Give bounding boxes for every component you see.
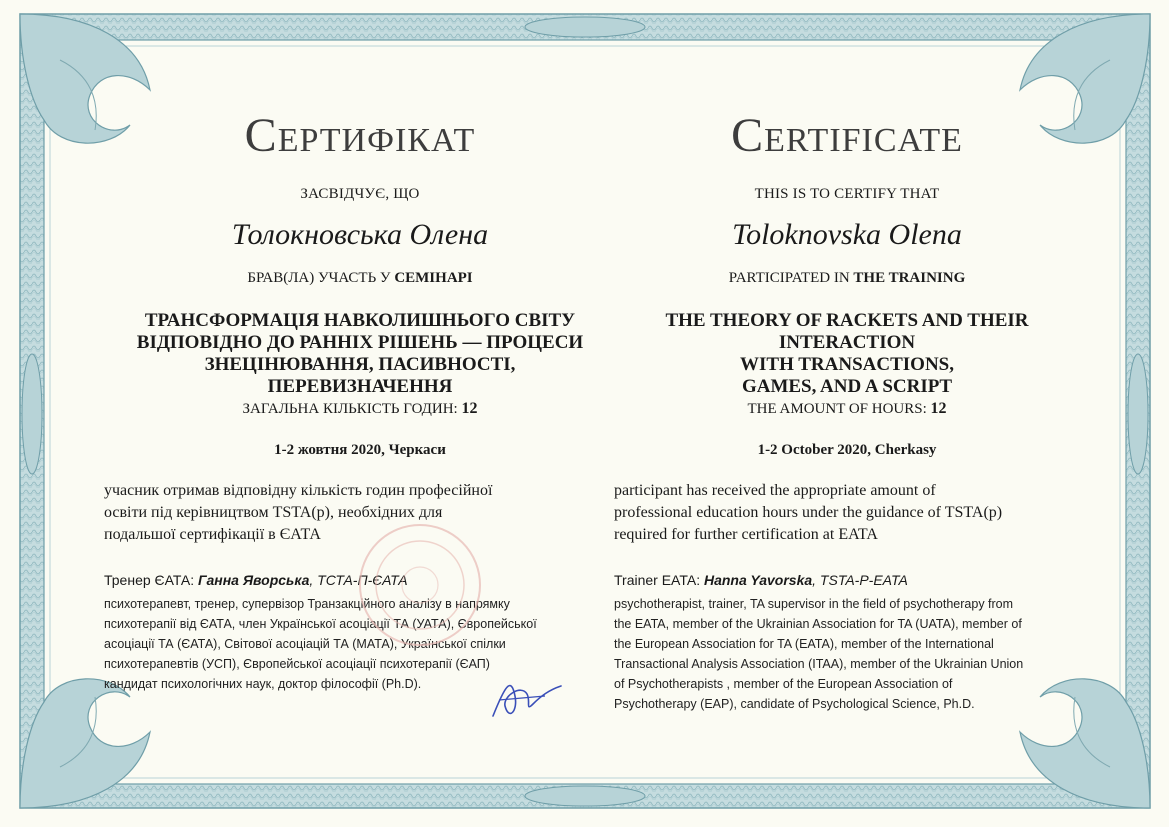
bio-line: психотерапевт, тренер, супервізор Транзакційного аналізу в напрямку <box>104 597 510 611</box>
desc-line: professional education hours under the guidance of TSTA(p) <box>614 504 1003 521</box>
topic-line: ПЕРЕВИЗНАЧЕННЯ <box>267 376 453 397</box>
trainer-name-ua: Ганна Яворська <box>198 572 310 588</box>
recipient-name-en: Toloknovska Olena <box>732 218 962 251</box>
trainer-label-ua: Тренер ЄАТА: <box>104 572 199 588</box>
topic-line: INTERACTION <box>778 332 916 353</box>
topic-line: WITH TRANSACTIONS, <box>740 354 954 375</box>
bio-line: асоціації ТА (ЄАТА), Світової асоціацій ТА (МАТА), Української спілки <box>104 637 506 651</box>
trainer-bio-en <box>614 594 1023 714</box>
event-date-ua: 1-2 жовтня 2020, Черкаси <box>274 442 446 458</box>
bio-line: of Psychotherapists , member of the European Association of <box>614 677 953 691</box>
event-type-ua: СЕМІНАРІ <box>394 270 473 286</box>
certify-text-en: THIS IS TO CERTIFY THAT <box>754 186 940 202</box>
training-topic-ua <box>70 310 650 398</box>
bio-line: психотерапевтів (УСП), Європейської асоціації психотерапії (ЄАП) <box>104 657 490 671</box>
topic-line: THE THEORY OF RACKETS AND THEIR <box>665 310 1029 331</box>
bio-line: psychotherapist, trainer, TA supervisor in the field of psychotherapy from <box>614 597 1014 611</box>
topic-line: GAMES, AND A SCRIPT <box>741 376 953 397</box>
participated-prefix-en: PARTICIPATED IN <box>728 270 854 286</box>
event-date-en: 1-2 October 2020, Cherkasy <box>757 442 937 458</box>
certificate-title-en: Certificate <box>731 109 963 162</box>
bio-line: Psychotherapy (EAP), candidate of Psychological Science, Ph.D. <box>614 697 975 711</box>
bio-line: the European Association for TA (EATA), member of the International <box>614 637 994 651</box>
trainer-credential-ua: , ТСТА-П-ЄАТА <box>309 572 408 588</box>
description-en <box>614 480 1002 546</box>
hours-label-ua: ЗАГАЛЬНА КІЛЬКІСТЬ ГОДИН: <box>242 401 462 417</box>
participated-text-ua <box>70 270 650 287</box>
trainer-credential-en: , TSTA-P-EATA <box>812 572 908 588</box>
desc-line: подальшої сертифікації в ЄАТА <box>104 526 321 543</box>
bio-line: кандидат психологічних наук, доктор філософії (Ph.D). <box>104 677 422 691</box>
topic-line: ЗНЕЦІНЮВАННЯ, ПАСИВНОСТІ, <box>204 354 516 375</box>
hours-label-en: THE AMOUNT OF HOURS: <box>747 401 931 417</box>
topic-line: ТРАНСФОРМАЦІЯ НАВКОЛИШНЬОГО СВІТУ <box>144 310 576 331</box>
desc-line: освіти під керівництвом TSTA(p), необхідних для <box>104 504 443 521</box>
desc-line: required for further certification at EATA <box>614 526 878 543</box>
hours-text-en <box>582 400 1112 418</box>
event-type-en: THE TRAINING <box>853 270 966 286</box>
trainer-label-en: Trainer EATA: <box>614 572 704 588</box>
seal-stamp <box>355 520 485 650</box>
hours-value-en: 12 <box>930 400 947 417</box>
signature <box>485 666 565 726</box>
hours-text-ua <box>70 400 650 418</box>
desc-line: participant has received the appropriate amount of <box>614 482 936 499</box>
topic-line: ВІДПОВІДНО ДО РАННІХ РІШЕНЬ — ПРОЦЕСИ <box>136 332 584 353</box>
trainer-en <box>614 572 908 588</box>
participated-text-en <box>582 270 1112 287</box>
bio-line: the EATA, member of the Ukrainian Association for TA (UATA), member of <box>614 617 1022 631</box>
hours-value-ua: 12 <box>461 400 478 417</box>
participated-prefix-ua: БРАВ(ЛА) УЧАСТЬ У <box>247 270 395 286</box>
bio-line: Transactional Analysis Association (ITAA), member of the Ukrainian Union <box>614 657 1024 671</box>
bio-line: психотерапії від ЄАТА, член Української асоціації ТА (УАТА), Європейської <box>104 617 537 631</box>
certificate-title-ua: Сертифікат <box>244 109 476 162</box>
certify-text-ua: ЗАСВІДЧУЄ, ЩО <box>300 186 420 202</box>
trainer-name-en: Hanna Yavorska <box>703 572 813 588</box>
recipient-name-ua: Толокновська Олена <box>231 218 489 251</box>
training-topic-en <box>582 310 1112 398</box>
desc-line: учасник отримав відповідну кількість годин професійної <box>104 482 493 499</box>
